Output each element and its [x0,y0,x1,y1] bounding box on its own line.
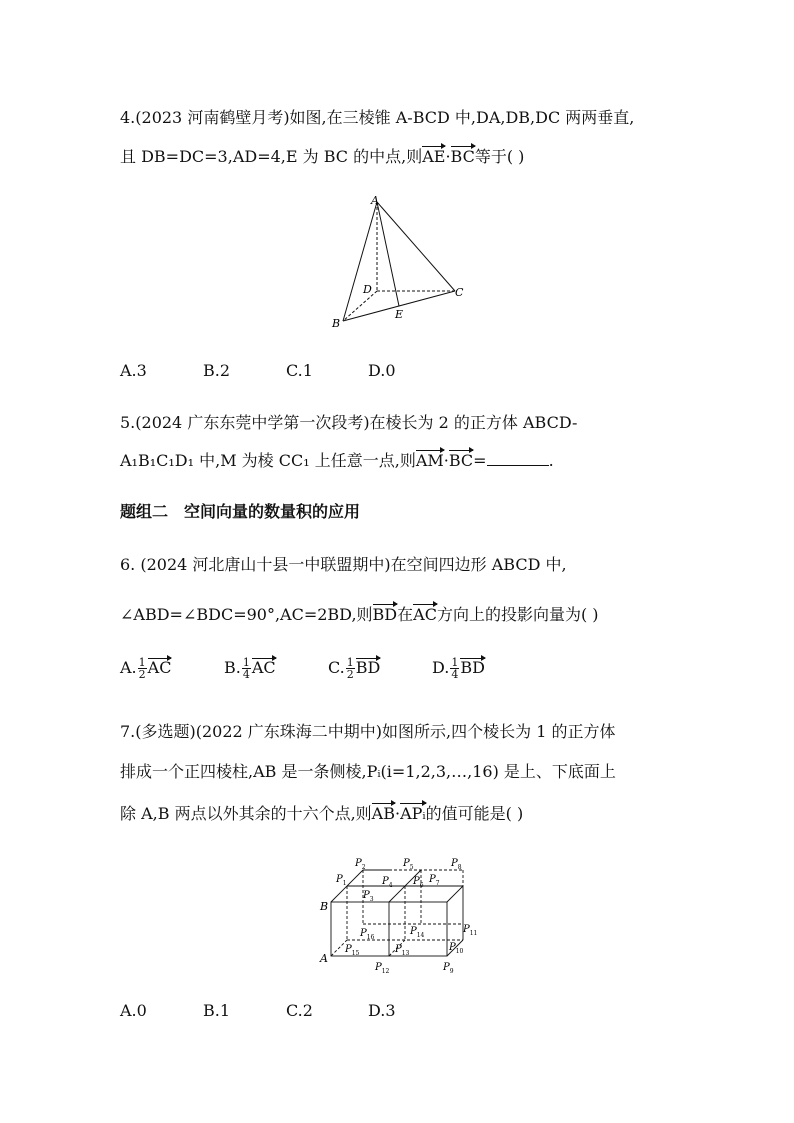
q4-vector-ae: AE [422,147,446,166]
q6-option-b-vector: AC [251,658,276,677]
q6-option-d[interactable] [432,657,485,680]
q7-line3-post: 的值可能是( ) [425,804,524,823]
q7-label-p1: $P_1$ [336,874,347,887]
q7-label-p8: $P_8$ [451,858,462,871]
q5-period: . [548,451,554,470]
q7-label-p4: $P_4$ [382,876,393,889]
q5-line2 [120,450,554,472]
q6-option-d-num: 1 [451,656,459,669]
q4-pyramid-figure [325,190,475,330]
q7-vector-api: APᵢ [400,804,426,823]
q6-vector-bd: BD [372,605,398,624]
q4-option-c[interactable]: C.1 [286,361,313,380]
q7-label-p14: $P_{14}$ [410,926,425,939]
q7-label-p9: $P_9$ [443,962,454,975]
q6-option-d-label: D. [432,658,450,677]
q7-label-p3: $P_3$ [363,890,374,903]
q6-option-a-label: A. [120,658,137,677]
q6-option-a[interactable] [120,657,171,680]
q7-dot: · [394,804,401,823]
q4-line2 [120,146,524,168]
q5-dot: · [443,451,449,470]
q5-line2-pre: A₁B₁C₁D₁ 中,M 为棱 CC₁ 上任意一点,则 [120,451,416,470]
q4-label-a: A [371,194,379,207]
q7-label-p11: $P_{11}$ [463,924,478,937]
q6-line2-post: 方向上的投影向量为( ) [436,605,599,624]
q6-option-b-label: B. [224,658,241,677]
q7-label-p10: $P_{10}$ [449,942,464,955]
q4-option-b[interactable]: B.2 [203,361,231,380]
q7-option-b[interactable]: B.1 [203,1001,231,1020]
q5-vector-bc: BC [448,451,474,470]
q7-label-p6: $P_6$ [413,876,424,889]
q6-option-b-den: 4 [242,668,250,681]
q6-option-c[interactable] [328,657,380,680]
q7-line3-pre: 除 A,B 两点以外其余的十六个点,则 [120,804,372,823]
q4-label-e: E [395,308,404,321]
q4-label-b: B [332,317,341,330]
q5-line1: 5.(2024 广东东莞中学第一次段考)在棱长为 2 的正方体 ABCD- [120,413,578,432]
q6-option-b[interactable] [224,657,276,680]
q7-prism-figure [318,852,483,977]
q4-line2-post: 等于( ) [474,147,525,166]
q6-line2-pre: ∠ABD=∠BDC=90°,AC=2BD,则 [120,605,373,624]
q5-vector-am: AM [415,451,444,470]
q6-option-b-fraction [242,657,251,680]
q7-line1: 7.(多选题)(2022 广东珠海二中期中)如图所示,四个棱长为 1 的正方体 [120,722,616,741]
q4-dot: · [445,147,451,166]
q7-option-d[interactable]: D.3 [368,1001,396,1020]
q6-mid: 在 [397,605,414,624]
q7-label-a: A [320,952,328,965]
q5-equals: = [473,451,487,470]
q7-label-p13: $P_{13}$ [395,944,410,957]
q6-option-c-den: 2 [346,668,354,681]
q6-vector-ac: AC [413,605,437,624]
q6-option-a-den: 2 [138,668,146,681]
q7-label-p16: $P_{16}$ [360,928,375,941]
q6-option-d-den: 4 [451,668,459,681]
q7-label-p12: $P_{12}$ [375,962,390,975]
q6-option-d-vector: BD [460,658,485,677]
q6-option-c-num: 1 [346,656,354,669]
q6-option-c-fraction [346,657,355,680]
q4-line2-pre: 且 DB=DC=3,AD=4,E 为 BC 的中点,则 [120,147,423,166]
q6-option-a-num: 1 [138,656,146,669]
q7-vector-ab: AB [371,804,395,823]
q6-line1: 6. (2024 河北唐山十县一中联盟期中)在空间四边形 ABCD 中, [120,555,567,574]
q7-label-b: B [320,900,329,913]
q7-label-p5: $P_5$ [403,858,414,871]
q4-line1: 4.(2023 河南鹤壁月考)如图,在三棱锥 A-BCD 中,DA,DB,DC 两两垂直, [120,108,635,127]
q7-option-a[interactable]: A.0 [120,1001,147,1020]
q6-option-b-num: 1 [242,656,250,669]
q6-option-a-fraction [138,657,147,680]
q6-line2 [120,604,599,626]
q6-option-d-fraction [450,657,459,680]
q7-option-c[interactable]: C.2 [286,1001,313,1020]
q7-label-p2: $P_2$ [355,858,366,871]
q7-label-p7: $P_7$ [429,874,440,887]
q4-vector-bc: BC [450,147,475,166]
q7-line3 [120,803,523,825]
q4-option-d[interactable]: D.0 [368,361,396,380]
section-heading: 题组二 空间向量的数量积的应用 [120,502,361,521]
q6-option-a-vector: AC [147,658,172,677]
q4-label-c: C [455,286,464,299]
q4-option-a[interactable]: A.3 [120,361,147,380]
q6-option-c-label: C. [328,658,345,677]
q4-label-d: D [363,283,372,296]
q5-answer-blank[interactable] [487,451,549,466]
q7-line2: 排成一个正四棱柱,AB 是一条侧棱,Pᵢ(i=1,2,3,…,16) 是上、下底面上 [120,762,616,781]
q7-label-p15: $P_{15}$ [345,944,360,957]
q6-option-c-vector: BD [355,658,381,677]
